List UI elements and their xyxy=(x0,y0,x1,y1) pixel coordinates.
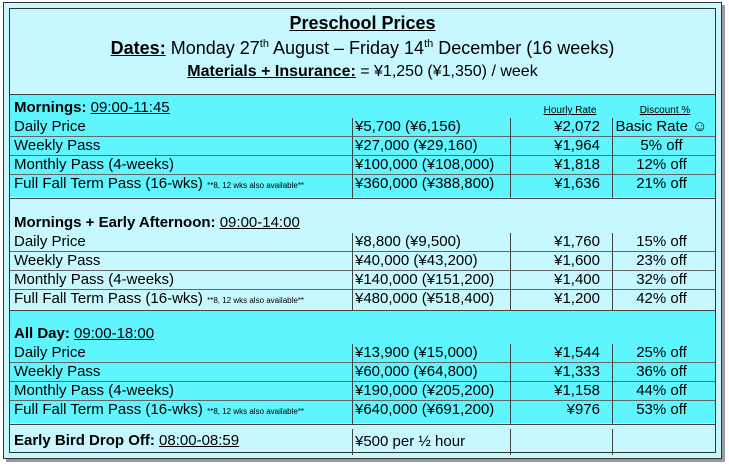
row-discount: 36% off xyxy=(636,363,687,380)
dates-start: Monday 27 xyxy=(170,38,260,58)
table-row xyxy=(10,344,715,362)
row-name: Daily Price xyxy=(14,118,86,135)
row-name xyxy=(14,290,349,308)
section-label: All Day: xyxy=(14,325,70,342)
row-name-text: Full Fall Term Pass (16-wks) xyxy=(14,290,203,307)
row-discount: 5% off xyxy=(640,137,683,154)
table-row xyxy=(10,382,715,400)
row-price: ¥40,000 (¥43,200) xyxy=(355,252,478,269)
section-all-day xyxy=(10,311,715,423)
header-block xyxy=(10,9,715,93)
row-discount: 15% off xyxy=(636,233,687,250)
row-price: ¥13,900 (¥15,000) xyxy=(355,344,478,361)
row-discount: 21% off xyxy=(636,175,687,192)
section-label: Mornings: xyxy=(14,99,87,116)
row-price: ¥8,800 (¥9,500) xyxy=(355,233,461,250)
early-bird-price: ¥500 per ½ hour xyxy=(355,433,466,450)
table-row xyxy=(10,175,715,193)
row-hourly: ¥2,072 xyxy=(554,118,600,135)
row-hourly: ¥1,818 xyxy=(554,156,600,173)
dates-end-sup: th xyxy=(424,38,434,50)
table-row xyxy=(10,156,715,174)
table-row xyxy=(10,233,715,251)
row-price: ¥640,000 (¥691,200) xyxy=(355,401,495,418)
row-name: Daily Price xyxy=(14,344,86,361)
dates-start-sup: th xyxy=(259,38,269,50)
row-discount: 23% off xyxy=(636,252,687,269)
row-price: ¥60,000 (¥64,800) xyxy=(355,363,478,380)
hourly-rate-header: Hourly Rate xyxy=(543,105,597,116)
row-discount: 32% off xyxy=(636,271,687,288)
section-time: 09:00-14:00 xyxy=(219,214,300,231)
row-note: **8, 12 wks also available** xyxy=(207,296,305,305)
materials-label: Materials + Insurance: xyxy=(187,63,356,80)
row-discount: Basic Rate ☺ xyxy=(615,118,708,135)
row-name: Monthly Pass (4-weeks) xyxy=(14,156,175,173)
row-name: Daily Price xyxy=(14,233,86,250)
dates-label: Dates: xyxy=(110,38,166,58)
row-discount: 53% off xyxy=(636,401,687,418)
row-price: ¥100,000 (¥108,000) xyxy=(355,156,495,173)
section-mornings xyxy=(10,95,715,197)
row-hourly: ¥1,200 xyxy=(554,290,600,307)
table-row xyxy=(10,137,715,155)
price-sheet xyxy=(3,2,722,459)
row-note: **8, 12 wks also available** xyxy=(207,181,305,190)
row-name-text: Full Fall Term Pass (16-wks) xyxy=(14,401,203,418)
row-price: ¥140,000 (¥151,200) xyxy=(355,271,495,288)
row-price: ¥27,000 (¥29,160) xyxy=(355,137,478,154)
table-row xyxy=(10,432,715,452)
row-price: ¥5,700 (¥6,156) xyxy=(355,118,461,135)
table-row xyxy=(10,118,715,136)
row-name: Weekly Pass xyxy=(14,252,101,269)
row-name xyxy=(14,175,349,193)
table-row xyxy=(10,252,715,270)
row-price: ¥190,000 (¥205,200) xyxy=(355,382,495,399)
early-bird-time: 08:00-08:59 xyxy=(159,432,240,449)
row-name-text: Full Fall Term Pass (16-wks) xyxy=(14,175,203,192)
row-hourly: ¥1,400 xyxy=(554,271,600,288)
row-name: Monthly Pass (4-weeks) xyxy=(14,271,175,288)
row-hourly: ¥1,333 xyxy=(554,363,600,380)
row-discount: 25% off xyxy=(636,344,687,361)
section-heading xyxy=(14,213,300,233)
row-hourly: ¥1,760 xyxy=(554,233,600,250)
row-hourly: ¥1,544 xyxy=(554,344,600,361)
discount-header: Discount % xyxy=(639,105,691,116)
early-bird-label: Early Bird Drop Off: xyxy=(14,432,155,449)
dates-end: December (16 weeks) xyxy=(433,38,615,58)
section-early-bird xyxy=(10,425,715,455)
row-note: **8, 12 wks also available** xyxy=(207,407,305,416)
section-mornings-early-afternoon xyxy=(10,199,715,309)
section-heading xyxy=(14,98,170,118)
dates-line xyxy=(10,38,715,59)
section-heading xyxy=(14,324,154,344)
table-row xyxy=(10,271,715,289)
price-table xyxy=(9,8,716,453)
row-hourly: ¥976 xyxy=(566,401,600,418)
materials-line xyxy=(10,63,715,81)
row-name: Monthly Pass (4-weeks) xyxy=(14,382,175,399)
row-price: ¥360,000 (¥388,800) xyxy=(355,175,495,192)
section-label: Mornings + Early Afternoon: xyxy=(14,214,216,231)
table-row xyxy=(10,290,715,308)
row-name: Weekly Pass xyxy=(14,363,101,380)
row-hourly: ¥1,636 xyxy=(554,175,600,192)
dates-middle: August – Friday 14 xyxy=(268,38,425,58)
row-hourly: ¥1,964 xyxy=(554,137,600,154)
page-title xyxy=(10,13,715,34)
row-discount: 44% off xyxy=(636,382,687,399)
section-time: 09:00-11:45 xyxy=(90,99,170,116)
row-discount: 42% off xyxy=(636,290,687,307)
row-hourly: ¥1,158 xyxy=(554,382,600,399)
row-name: Weekly Pass xyxy=(14,137,101,154)
table-row xyxy=(10,401,715,419)
section-time: 09:00-18:00 xyxy=(74,325,155,342)
row-name xyxy=(14,401,349,419)
title-text: Preschool Prices xyxy=(289,13,436,33)
row-price: ¥480,000 (¥518,400) xyxy=(355,290,495,307)
row-hourly: ¥1,600 xyxy=(554,252,600,269)
table-row xyxy=(10,363,715,381)
row-discount: 12% off xyxy=(636,156,687,173)
materials-value: = ¥1,250 (¥1,350) / week xyxy=(355,63,538,80)
